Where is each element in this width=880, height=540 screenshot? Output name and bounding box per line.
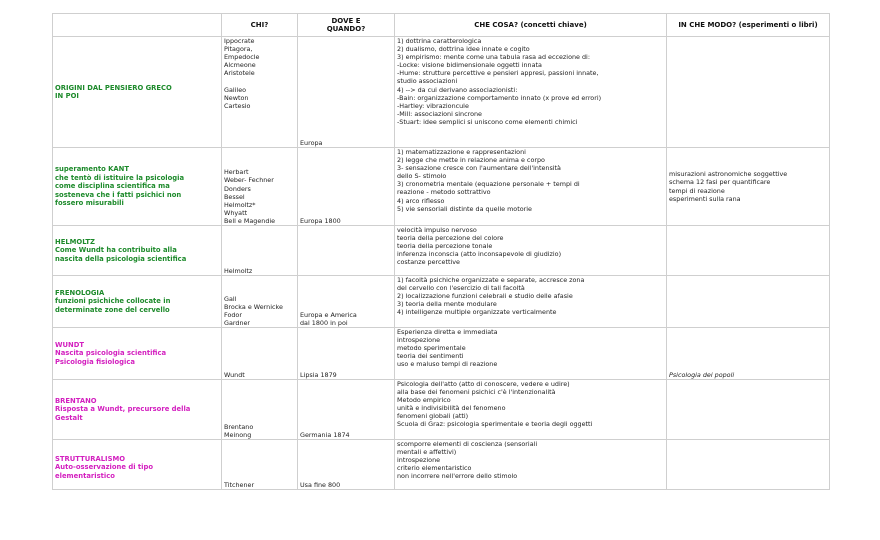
topic-line: Psicologia fisiologica: [55, 357, 135, 366]
who-line: Alcmeone: [224, 61, 256, 70]
how-cell: [667, 37, 830, 148]
what-line: 3- sensazione cresce con l'aumentare dell'intensità: [397, 164, 561, 173]
topic-line: WUNDT: [55, 340, 84, 349]
who-line: Donders: [224, 184, 251, 193]
what-line: 4) intelligenze multiple organizzate verticalmente: [397, 308, 557, 317]
what-line: dello S- stimolo: [397, 172, 447, 181]
what-line: -Hartley: vibrazioncule: [397, 101, 469, 110]
who-line: Wundt: [224, 370, 245, 379]
header-who: CHI?: [222, 14, 298, 37]
what-cell: [395, 37, 667, 148]
header-where-when-text: DOVE E QUANDO?: [326, 17, 366, 33]
what-cell: [395, 276, 667, 328]
who-line: Helmoltz*: [224, 200, 256, 209]
how-cell: [667, 276, 830, 328]
table-row: [53, 328, 830, 380]
topic-cell: [53, 276, 222, 328]
what-line: scomporre elementi di coscienza (sensoriali: [397, 440, 538, 448]
how-cell: [667, 148, 830, 226]
table-row: [53, 37, 830, 148]
how-line: Psicologia dei popoli: [669, 370, 735, 379]
where-line: Europa e America: [300, 310, 357, 319]
what-line: -Stuart: idee semplici si uniscono come elementi chimici: [397, 117, 578, 126]
what-cell: [395, 380, 667, 440]
who-line: Bessel: [224, 192, 245, 201]
who-cell: [222, 440, 298, 490]
where-cell: [298, 440, 395, 490]
what-line: inferenza inconscia (atto inconsapevole di giudizio): [397, 250, 562, 259]
who-line: Galileo: [224, 85, 247, 94]
what-line: uso e maluso tempi di reazione: [397, 360, 498, 369]
how-line: schema 12 fasi per quantificare: [669, 178, 771, 187]
header-row: [53, 14, 830, 37]
who-line: Weber- Fechner: [224, 176, 274, 185]
what-line: 2) localizzazione funzioni celebrali e studio delle afasie: [397, 292, 573, 301]
header-how: IN CHE MODO? (esperimenti o libri): [667, 14, 830, 37]
where-line: Lipsia 1879: [300, 370, 337, 379]
topic-line: BRENTANO: [55, 396, 97, 405]
topic-line: come disciplina scientifica ma: [55, 182, 170, 191]
who-cell: [222, 226, 298, 276]
what-cell: [395, 328, 667, 380]
topic-line: STRUTTURALISMO: [55, 454, 126, 463]
topic-line: funzioni psichiche collocate in: [55, 297, 171, 306]
how-line: tempi di reazione: [669, 186, 725, 195]
where-cell: [298, 37, 395, 148]
topic-line: Gestalt: [55, 413, 83, 422]
what-line: criterio elementaristico: [397, 464, 472, 473]
topic-line: determinate zone del cervello: [55, 305, 170, 314]
where-line: dal 1800 in poi: [300, 318, 348, 327]
table-body: [53, 37, 830, 490]
what-line: unità e indivisibilità del fenomeno: [397, 404, 506, 413]
what-line: non incorrere nell'errore dello stimolo: [397, 472, 518, 481]
what-line: Psicologia dell'atto (atto di conoscere, vedere e udire): [397, 380, 570, 388]
topic-cell: [53, 328, 222, 380]
what-cell: [395, 226, 667, 276]
what-cell: [395, 148, 667, 226]
what-line: 1) matematizzazione e rappresentazioni: [397, 148, 526, 156]
topic-line: nascita della psicologia scientifica: [55, 254, 187, 263]
who-line: Whyatt: [224, 208, 248, 217]
header-where-when: [298, 14, 395, 37]
who-line: Empedocle: [224, 53, 260, 62]
who-line: Gardner: [224, 318, 251, 327]
who-line: Ippocrate: [224, 37, 255, 45]
who-line: Brocka e Wernicke: [224, 302, 283, 311]
what-line: -Hume: strutture percettive e pensieri appresi, passioni innate,: [397, 69, 599, 78]
topic-cell: [53, 226, 222, 276]
where-cell: [298, 328, 395, 380]
where-cell: [298, 226, 395, 276]
what-line: 5) vie sensoriali distinte da quelle motorie: [397, 204, 532, 213]
who-line: Cartesio: [224, 101, 251, 110]
who-line: Meinong: [224, 430, 252, 439]
what-line: costanze percettive: [397, 258, 460, 267]
what-line: -Mill: associazioni sincrone: [397, 109, 482, 118]
what-line: 2) legge che mette in relazione anima e corpo: [397, 156, 545, 165]
what-line: alla base dei fenomeni psichici c'è l'intenzionalità: [397, 388, 556, 397]
topic-line: sosteneva che i fatti psichici non: [55, 190, 182, 199]
what-line: metodo sperimentale: [397, 344, 466, 353]
header-empty: [53, 14, 222, 37]
what-line: teoria dei sentimenti: [397, 352, 464, 361]
what-line: 3) teoria della mente modulare: [397, 300, 497, 309]
where-cell: [298, 148, 395, 226]
where-line: Europa: [300, 138, 323, 147]
what-line: 2) dualismo, dottrina idee innate e cogito: [397, 45, 530, 54]
what-line: velocità impulso nervoso: [397, 226, 477, 234]
what-line: 3) empirismo: mente come una tabula rasa ad eccezione di:: [397, 53, 590, 62]
what-line: -Locke: visione bidimensionale oggetti innata: [397, 61, 542, 70]
what-line: -Bain: organizzazione comportamento innato (x prove ed errori): [397, 93, 602, 102]
topic-line: Nascita psicologia scientifica: [55, 349, 167, 358]
who-cell: [222, 276, 298, 328]
who-line: Titchener: [224, 480, 255, 489]
topic-line: elementaristico: [55, 471, 115, 480]
topic-cell: [53, 37, 222, 148]
who-line: Pitagora,: [224, 45, 253, 54]
what-line: mentali e affettivi): [397, 448, 457, 457]
topic-line: che tentò di istituire la psicologia: [55, 173, 185, 182]
where-line: Germania 1874: [300, 430, 350, 439]
who-line: Fodor: [224, 310, 242, 319]
where-line: Europa 1800: [300, 216, 341, 225]
what-line: del cervello con l'esercizio di tali facoltà: [397, 284, 525, 293]
topic-cell: [53, 380, 222, 440]
who-line: Newton: [224, 93, 249, 102]
topic-cell: [53, 148, 222, 226]
topic-cell: [53, 440, 222, 490]
where-line: Usa fine 800: [300, 480, 341, 489]
table-row: [53, 226, 830, 276]
where-cell: [298, 380, 395, 440]
where-cell: [298, 276, 395, 328]
how-cell: [667, 380, 830, 440]
who-cell: [222, 328, 298, 380]
topic-line: Come Wundt ha contribuito alla: [55, 246, 177, 255]
what-line: Metodo empirico: [397, 396, 451, 405]
what-line: Esperienza diretta e immediata: [397, 328, 498, 336]
how-cell: [667, 226, 830, 276]
what-line: fenomeni globali (atti): [397, 412, 469, 421]
who-line: Bell e Magendie: [224, 216, 276, 225]
what-line: teoria della percezione tonale: [397, 242, 493, 251]
table-row: [53, 380, 830, 440]
who-line: Brentano: [224, 422, 254, 431]
what-line: 3) cronometria mentale (equazione personale + tempi di: [397, 180, 580, 189]
psychology-history-table: [52, 13, 830, 490]
what-line: Scuola di Graz: psicologia sperimentale e teoria degli oggetti: [397, 420, 593, 429]
who-line: [224, 77, 295, 85]
who-line: Helmoltz: [224, 266, 253, 275]
who-cell: [222, 380, 298, 440]
topic-line: HELMOLTZ: [55, 237, 95, 246]
table-row: [53, 440, 830, 490]
topic-line: superamento KANT: [55, 165, 129, 174]
how-cell: [667, 328, 830, 380]
topic-line: Auto-osservazione di tipo: [55, 463, 154, 472]
what-line: studio associazioni: [397, 77, 458, 86]
what-line: 4) arco riflesso: [397, 196, 445, 205]
header-what: CHE COSA? (concetti chiave): [395, 14, 667, 37]
who-line: Gall: [224, 294, 237, 303]
what-line: introspezione: [397, 336, 441, 345]
table-row: [53, 276, 830, 328]
what-line: 1) facoltà psichiche organizzate e separate, accresce zona: [397, 276, 585, 284]
what-line: introspezione: [397, 456, 441, 465]
how-line: esperimenti sulla rana: [669, 194, 741, 203]
topic-line: ORIGINI DAL PENSIERO GRECO: [55, 83, 172, 92]
who-line: Herbart: [224, 168, 249, 177]
topic-line: IN POI: [55, 92, 79, 100]
who-line: Aristotele: [224, 69, 255, 78]
table-row: [53, 148, 830, 226]
topic-line: FRENOLOGIA: [55, 288, 105, 297]
what-line: reazione - metodo sottrattivo: [397, 188, 491, 197]
what-line: teoria della percezione del colore: [397, 234, 504, 243]
topic-line: Risposta a Wundt, precursore della: [55, 405, 191, 414]
topic-line: fossero misurabili: [55, 199, 124, 208]
what-line: 1) dottrina caratterologica: [397, 37, 482, 45]
who-cell: [222, 148, 298, 226]
who-cell: [222, 37, 298, 148]
how-line: misurazioni astronomiche soggettive: [669, 170, 788, 179]
what-line: 4) --> da cui derivano associazionisti:: [397, 85, 518, 94]
how-cell: [667, 440, 830, 490]
what-cell: [395, 440, 667, 490]
